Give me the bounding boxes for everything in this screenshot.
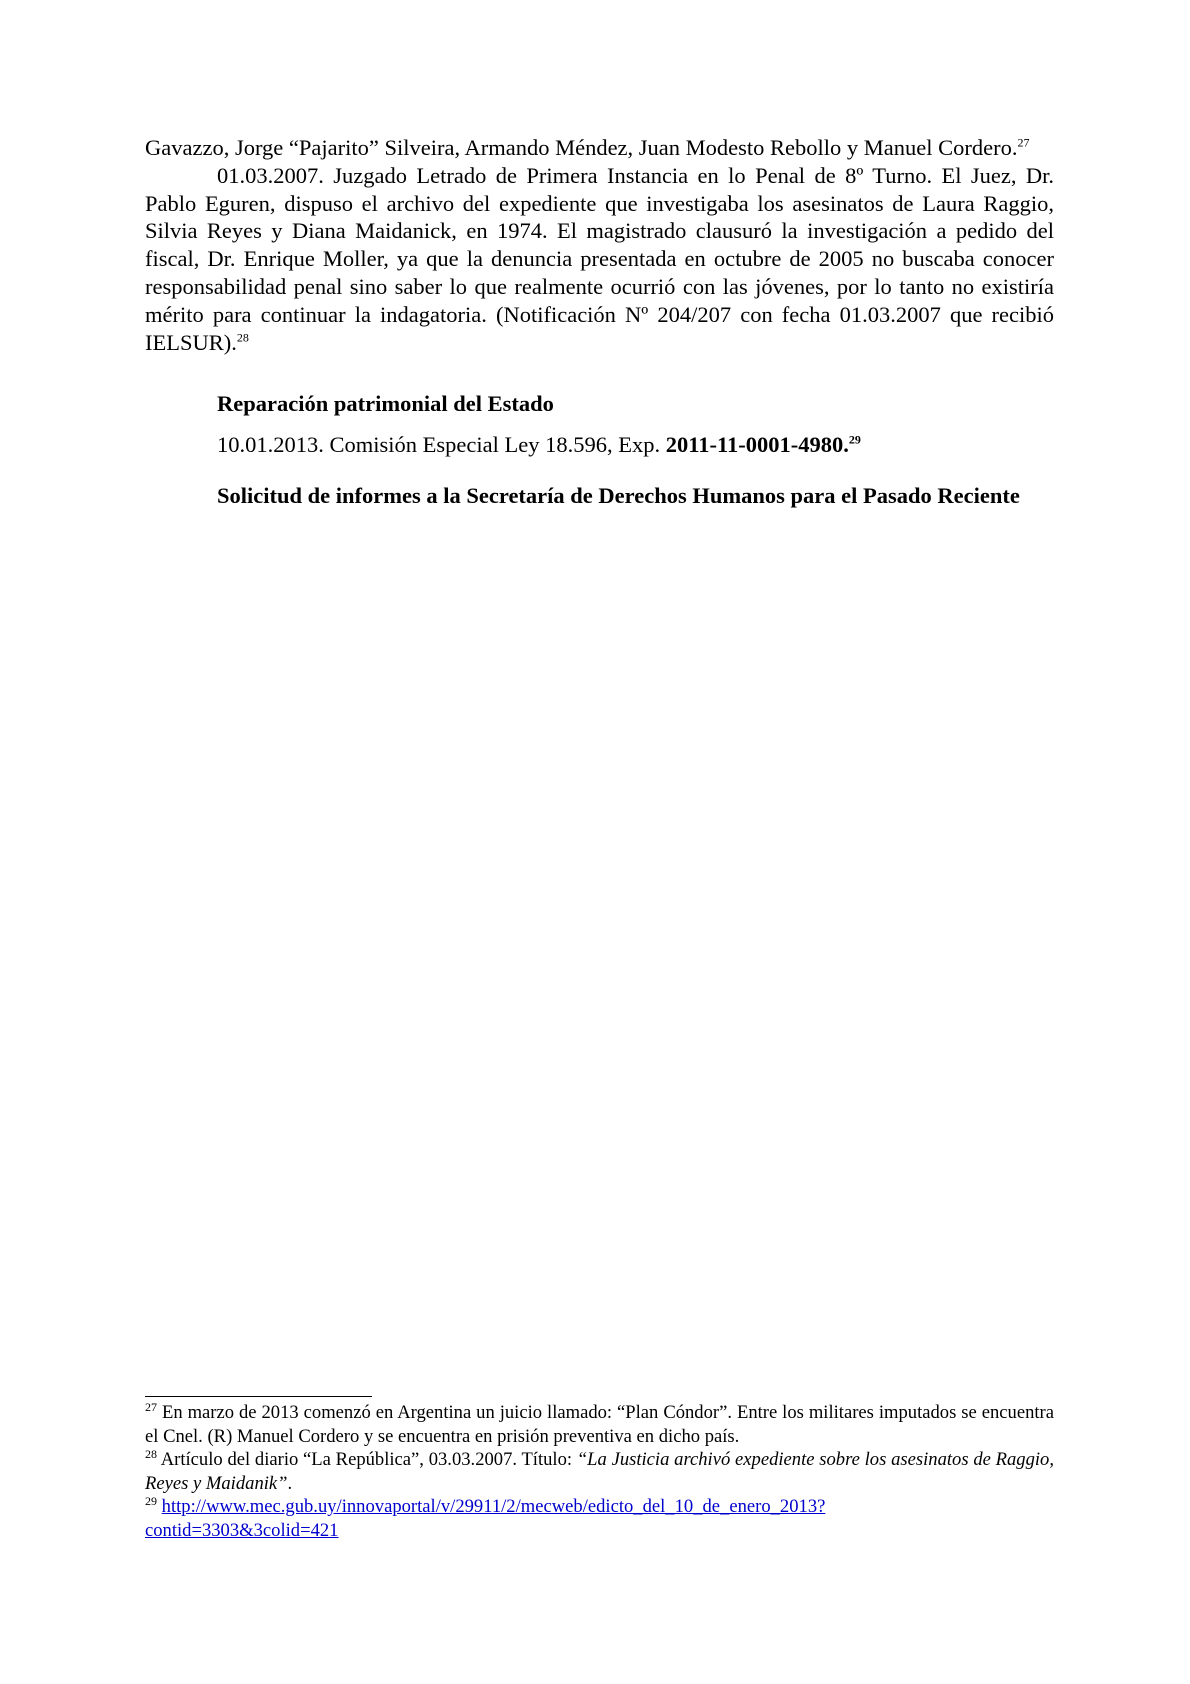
footnote-27-text: En marzo de 2013 comenzó en Argentina un juicio llamado: “Plan Cóndor”. Entre los militares imputados se encuentra el Cnel. (R) Manuel Cordero y se encuentra en prisión preventiva en dicho país.: [145, 1402, 1054, 1447]
paragraph-archivo: [145, 162, 1054, 357]
footnote-28: [145, 1448, 1054, 1495]
footnote-29-link-line2[interactable]: contid=3303&3colid=421: [145, 1519, 339, 1541]
section-reparacion-entry: [145, 431, 1054, 459]
body-text: [145, 134, 1054, 356]
section-solicitud: [145, 482, 1054, 510]
paragraph-archivo-text: 01.03.2007. Juzgado Letrado de Primera Instancia en lo Penal de 8º Turno. El Juez, Dr. Pablo Eguren, dispuso el archivo del expediente que investigaba los asesinatos de Laura Raggio, Silvia Reyes y Diana Maidanick, en 1974. El magistrado clausuró la investigación a pedido del fiscal, Dr. Enrique Moller, ya que la denuncia presentada en octubre de 2005 no buscaba conocer responsabilidad penal sino saber lo que realmente ocurrió con las jóvenes, por lo tanto no existiría mérito para continuar la indagatoria. (Notificación Nº 204/207 con fecha 01.03.2007 que recibió IELSUR).: [145, 162, 1054, 355]
section-reparacion: [145, 390, 1054, 418]
footnote-28-number: 28: [145, 1446, 157, 1461]
heading-solicitud: Solicitud de informes a la Secretaría de Derechos Humanos para el Pasado Reciente: [217, 483, 1020, 508]
footnote-ref-29[interactable]: 29: [848, 432, 861, 447]
footnote-29-link-line1[interactable]: http://www.mec.gub.uy/innovaportal/v/29911/2/mecweb/edicto_del_10_de_enero_2013?: [161, 1496, 826, 1517]
paragraph-cordero: [145, 134, 1054, 162]
footnote-separator: [145, 1396, 372, 1397]
footnote-29: [145, 1495, 1054, 1542]
footnote-ref-27[interactable]: 27: [1017, 135, 1030, 150]
footnote-28-end: .: [287, 1472, 293, 1494]
paragraph-cordero-text: Gavazzo, Jorge “Pajarito” Silveira, Armando Méndez, Juan Modesto Rebollo y Manuel Cordero.: [145, 135, 1018, 160]
footnote-27-number: 27: [145, 1399, 157, 1414]
footnote-27: [145, 1401, 1054, 1448]
entry-comision: [145, 431, 1054, 459]
footnote-28-title: “La Justicia archivó expediente sobre los asesinatos de Raggio, Reyes y Maidanik”: [145, 1449, 1054, 1494]
entry-expediente-number: 2011-11-0001-4980.: [665, 432, 849, 457]
footnote-29-number: 29: [145, 1493, 157, 1508]
footnote-28-text: Artículo del diario “La República”, 03.03.2007. Título:: [157, 1449, 577, 1470]
footnote-29-link[interactable]: [145, 1493, 826, 1541]
footnote-ref-28[interactable]: 28: [236, 330, 249, 345]
heading-reparacion: Reparación patrimonial del Estado: [217, 391, 554, 416]
footnotes: [145, 1401, 1054, 1542]
entry-comision-text: 10.01.2013. Comisión Especial Ley 18.596, Exp.: [217, 432, 666, 457]
